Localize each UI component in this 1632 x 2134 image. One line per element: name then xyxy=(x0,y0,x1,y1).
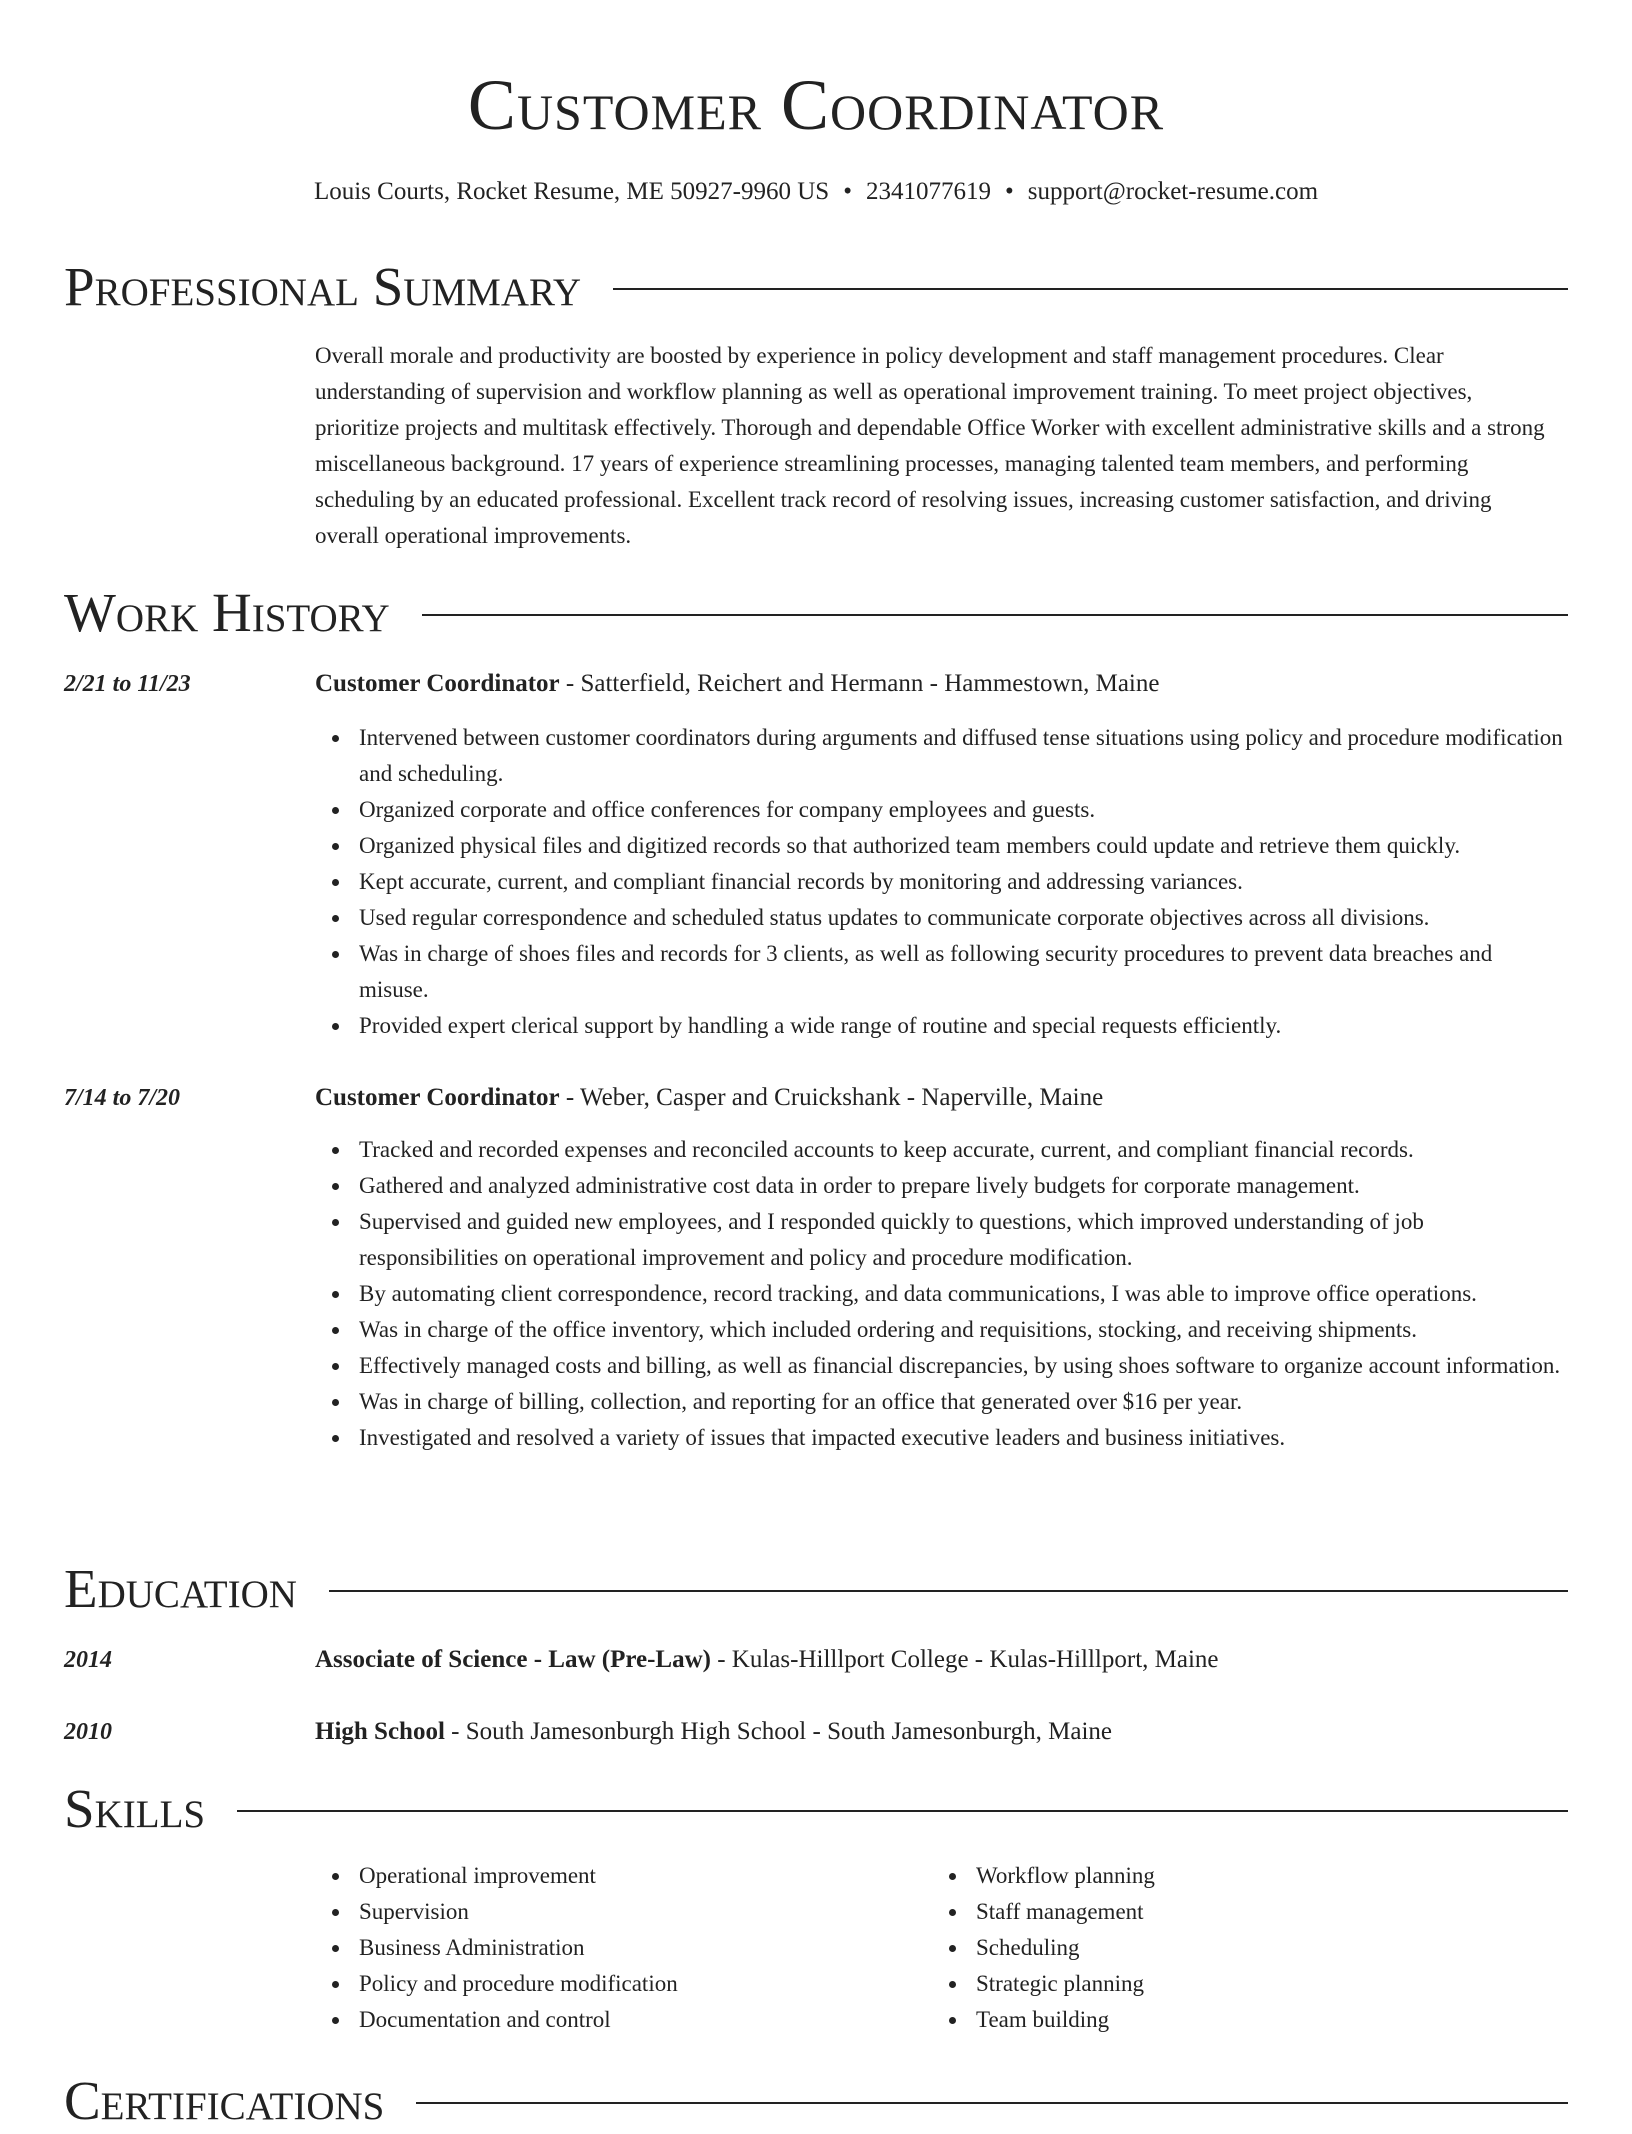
job-details: - Weber, Casper and Cruickshank - Naperville, Maine xyxy=(559,1084,1104,1111)
skill-item: Business Administration xyxy=(315,1930,915,1966)
education-heading xyxy=(315,1714,1568,1750)
section-skills xyxy=(64,1776,1568,1842)
section-heading xyxy=(64,1776,1568,1842)
job-bullets xyxy=(315,1132,1565,1456)
skills-left-column xyxy=(315,1858,915,2038)
skill-item: Team building xyxy=(932,2002,1532,2038)
list-item: Investigated and resolved a variety of issues that impacted executive leaders and business initiatives. xyxy=(315,1420,1565,1456)
section-heading xyxy=(64,580,1568,646)
list-item: Organized physical files and digitized records so that authorized team members could update and retrieve them quickly. xyxy=(315,828,1565,864)
skill-item: Strategic planning xyxy=(932,1966,1532,2002)
skill-item: Scheduling xyxy=(932,1930,1532,1966)
section-title: Professional Summary xyxy=(64,256,582,317)
summary-text: Overall morale and productivity are boosted by experience in policy development and staff management procedures. Clear understanding of supervision and workflow planning as well as operational improvement training. To meet project objectives, prioritize projects and multitask effectively. Thorough and dependable Office Worker with excellent administrative skills and a strong miscellaneous background. 17 years of experience streamlining processes, managing talented team members, and performing scheduling by an educated professional. Excellent track record of resolving issues, increasing customer satisfaction, and driving overall operational improvements. xyxy=(315,343,1545,548)
section-title: Education xyxy=(64,1558,297,1619)
section-divider xyxy=(422,614,1568,616)
job-heading xyxy=(315,1080,1568,1116)
education-degree: Associate of Science - Law (Pre-Law) xyxy=(315,1646,711,1673)
list-item: Gathered and analyzed administrative cost data in order to prepare lively budgets for corporate management. xyxy=(315,1168,1565,1204)
education-details: - Kulas-Hilllport College - Kulas-Hilllport, Maine xyxy=(710,1646,1219,1673)
list-item: Organized corporate and office conferences for company employees and guests. xyxy=(315,792,1565,828)
list-item: Was in charge of shoes files and records for 3 clients, as well as following security procedures to prevent data breaches and misuse. xyxy=(315,936,1565,1008)
list-item: Tracked and recorded expenses and reconciled accounts to keep accurate, current, and compliant financial records. xyxy=(315,1132,1565,1168)
section-title: Work History xyxy=(64,582,390,643)
contact-line xyxy=(0,174,1632,210)
education-details: - South Jamesonburgh High School - South Jamesonburgh, Maine xyxy=(444,1718,1113,1745)
list-item: Was in charge of billing, collection, and reporting for an office that generated over $16 per year. xyxy=(315,1384,1565,1420)
skill-item: Operational improvement xyxy=(315,1858,915,1894)
section-education xyxy=(64,1556,1568,1622)
section-professional-summary xyxy=(64,254,1568,320)
section-divider xyxy=(416,2102,1568,2104)
education-heading xyxy=(315,1642,1568,1678)
section-title: Certifications xyxy=(64,2070,385,2131)
list-item: By automating client correspondence, record tracking, and data communications, I was able to improve office operations. xyxy=(315,1276,1565,1312)
job-details: - Satterfield, Reichert and Hermann - Hammestown, Maine xyxy=(559,670,1160,697)
section-heading xyxy=(64,254,1568,320)
skill-item: Staff management xyxy=(932,1894,1532,1930)
skill-item: Workflow planning xyxy=(932,1858,1532,1894)
skill-item: Documentation and control xyxy=(315,2002,915,2038)
list-item: Was in charge of the office inventory, which included ordering and requisitions, stocking, and receiving shipments. xyxy=(315,1312,1565,1348)
section-divider xyxy=(329,1590,1568,1592)
contact-address: Louis Courts, Rocket Resume, ME 50927-9960 US xyxy=(313,178,830,205)
contact-email: support@rocket-resume.com xyxy=(1027,178,1319,205)
education-degree: High School xyxy=(315,1718,445,1745)
job-bullets xyxy=(315,720,1565,1044)
contact-separator: • xyxy=(1004,178,1014,205)
list-item: Intervened between customer coordinators during arguments and diffused tense situations using policy and procedure modification and scheduling. xyxy=(315,720,1565,792)
resume-title: Customer Coordinator xyxy=(467,65,1165,145)
list-item: Provided expert clerical support by handling a wide range of routine and special requests efficiently. xyxy=(315,1008,1565,1044)
section-heading xyxy=(64,2068,1568,2134)
list-item: Used regular correspondence and scheduled status updates to communicate corporate objectives across all divisions. xyxy=(315,900,1565,936)
education-year: 2014 xyxy=(64,1647,112,1673)
section-heading xyxy=(64,1556,1568,1622)
list-item: Effectively managed costs and billing, as well as financial discrepancies, by using shoes software to organize account information. xyxy=(315,1348,1565,1384)
skills-right-column xyxy=(932,1858,1532,2038)
contact-separator: • xyxy=(843,178,852,205)
list-item: Supervised and guided new employees, and I responded quickly to questions, which improved understanding of job responsibilities on operational improvement and policy and procedure modification. xyxy=(315,1204,1565,1276)
section-divider xyxy=(613,288,1568,290)
section-work-history xyxy=(64,580,1568,646)
list-item: Kept accurate, current, and compliant financial records by monitoring and addressing variances. xyxy=(315,864,1565,900)
section-divider xyxy=(237,1810,1568,1812)
job-dates: 7/14 to 7/20 xyxy=(64,1085,181,1111)
section-title: Skills xyxy=(64,1778,206,1839)
education-year: 2010 xyxy=(64,1719,112,1745)
skill-item: Policy and procedure modification xyxy=(315,1966,915,2002)
contact-phone: 2341077619 xyxy=(865,178,991,205)
section-certifications xyxy=(64,2068,1568,2134)
job-title: Customer Coordinator xyxy=(315,670,560,697)
skill-item: Supervision xyxy=(315,1894,915,1930)
job-dates: 2/21 to 11/23 xyxy=(64,671,191,697)
job-title: Customer Coordinator xyxy=(315,1084,560,1111)
job-heading xyxy=(315,666,1568,702)
